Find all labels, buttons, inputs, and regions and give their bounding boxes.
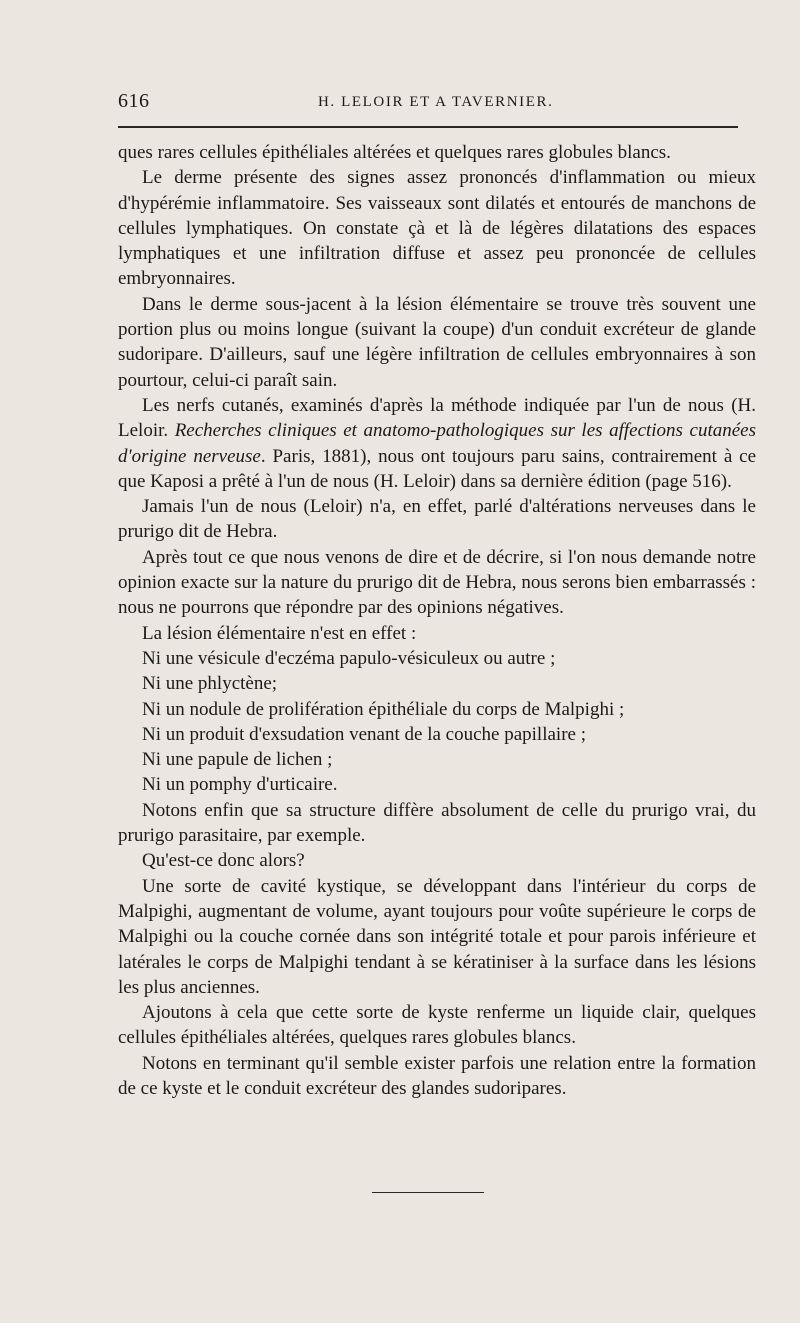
negation-item: Ni un produit d'exsudation venant de la couche papillaire ; [142, 723, 586, 745]
page-number: 616 [118, 90, 150, 112]
negation-item: Ni une phlyctène; [142, 673, 278, 695]
negation-item: Ni un pomphy d'urticaire. [142, 774, 338, 796]
paragraph-nerves [118, 393, 756, 494]
paragraph: ques rares cellules épithéliales altérées et quelques rares globules blancs. [118, 142, 671, 163]
citation-title: Recherches cliniques et anatomo-pathologiques sur les affections cutanées d'origine nerveuse [118, 420, 756, 467]
paragraph: Le derme présente des signes assez prononcés d'inflammation ou mieux d'hypérémie inflammatoire. Ses vaisseaux sont dilatés et entourés de manchons de cellules lymphatiques. On constate çà et là de légères dilatations des espaces lymphatiques et une infiltration diffuse et assez peu prononcée de cellules embryonnaires. [118, 167, 756, 290]
paragraph: Dans le derme sous-jacent à la lésion élémentaire se trouve très souvent une portion plus ou moins longue (suivant la coupe) d'un conduit excréteur de glande sudoripare. D'ailleurs, sauf une légère infiltration de cellules embryonnaires à son pourtour, celui-ci paraît sain. [118, 293, 756, 391]
body-text [118, 140, 756, 1101]
paragraph: Jamais l'un de nous (Leloir) n'a, en effet, parlé d'altérations nerveuses dans le prurigo dit de Hebra. [118, 496, 756, 543]
section-end-rule [372, 1192, 484, 1193]
paragraph: Une sorte de cavité kystique, se développant dans l'intérieur du corps de Malpighi, augmentant de volume, ayant toujours pour voûte supérieure le corps de Malpighi ou la couche cornée dans son intégrité totale et pour parois inférieure et latérales le corps de Malpighi tendant à se kératiniser à la surface dans les lésions les plus anciennes. [118, 875, 756, 998]
negation-item: Ni un nodule de prolifération épithéliale du corps de Malpighi ; [142, 698, 625, 720]
running-title: H. LELOIR ET A TAVERNIER. [318, 94, 554, 110]
paragraph: La lésion élémentaire n'est en effet : [142, 622, 417, 644]
paragraph: Après tout ce que nous venons de dire et de décrire, si l'on nous demande notre opinion exacte sur la nature du prurigo dit de Hebra, nous serons bien embarrassés : nous ne pourrons que répondre par des opinions négatives. [118, 546, 756, 619]
paragraph: Qu'est-ce donc alors? [142, 850, 305, 872]
paragraph-text: Les nerfs cutanés, examinés d'après la méthode indiquée par l'un de nous (H. Leloir. [118, 394, 756, 442]
header-rule [118, 126, 738, 128]
negation-item: Ni une vésicule d'eczéma papulo-vésiculeux ou autre ; [142, 647, 556, 669]
paragraph-text: . Paris, 1881), nous ont toujours paru sains, contrairement à ce que Kaposi a prêté à l'un de nous (H. Leloir) dans sa dernière édition (page 516). [118, 445, 757, 492]
paragraph: Ajoutons à cela que cette sorte de kyste renferme un liquide clair, quelques cellules épithéliales altérées, quelques rares globules blancs. [118, 1002, 756, 1049]
paragraph: Notons en terminant qu'il semble exister parfois une relation entre la formation de ce kyste et le conduit excréteur des glandes sudoripares. [118, 1052, 756, 1099]
paragraph: Notons enfin que sa structure diffère absolument de celle du prurigo vrai, du prurigo parasitaire, par exemple. [118, 799, 756, 847]
page-header [118, 90, 756, 116]
negation-item: Ni une papule de lichen ; [142, 749, 333, 771]
